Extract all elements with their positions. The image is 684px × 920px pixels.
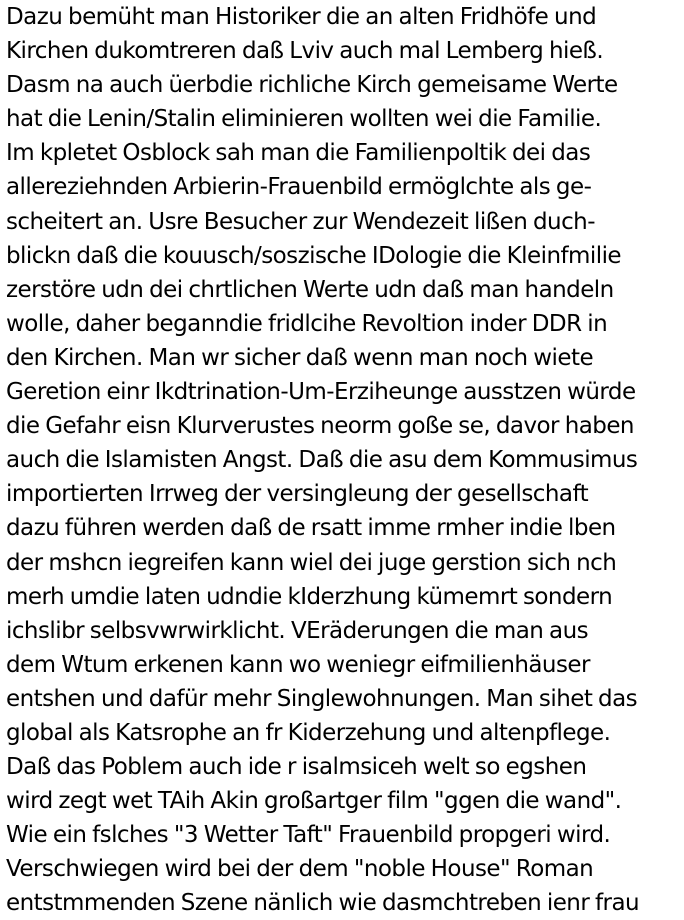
text-line: importierten Irrweg der versingleung der gesellschaft [6, 481, 589, 508]
text-line: Im kpletet Osblock sah man die Familienpoltik dei das [6, 140, 591, 167]
text-line: wolle, daher beganndie fridlcihe Revoltion inder DDR in [6, 310, 608, 337]
text-line: der mshcn iegreifen kann wiel dei juge gerstion sich nch [6, 549, 617, 576]
text-line: scheitert an. Usre Besucher zur Wendezeit lißen duch- [6, 208, 595, 235]
text-line: dazu führen werden daß de rsatt imme rmher indie lben [6, 515, 616, 542]
text-line: Dazu bemüht man Historiker die an alten Fridhöfe und [6, 4, 597, 30]
text-line: global als Katsrophe an fr Kiderzehung und altenpflege. [6, 719, 611, 746]
text-line: Verschwiegen wird bei der dem "noble House" Roman [6, 856, 594, 883]
text-line: Wie ein fslches "3 Wetter Taft" Frauenbild propgeri wird. [6, 822, 611, 849]
text-line: blickn daß die kouusch/soszische IDologie die Kleinfmilie [6, 242, 622, 269]
text-line: zerstöre udn dei chrtlichen Werte udn daß man handeln [6, 276, 614, 303]
text-line: Daß das Poblem auch ide r isalmsiceh welt so egshen [6, 754, 587, 781]
text-line: Geretion einr Ikdtrination-Um-Erziheunge ausstzen würde [6, 379, 636, 406]
body-text [6, 0, 684, 920]
text-line: den Kirchen. Man wr sicher daß wenn man noch wiete [6, 344, 594, 371]
text-line: wird zegt wet TAih Akin großartger film "ggen die wand". [6, 788, 622, 815]
text-line: merh umdie laten udndie kIderzhung kümemrt sondern [6, 583, 613, 610]
text-line: entstmmenden Szene nänlich wie dasmchtreben ienr frau [6, 890, 640, 917]
text-line: Kirchen dukomtreren daß Lviv auch mal Lemberg hieß. [6, 38, 604, 65]
text-line: Dasm na auch üerbdie richliche Kirch gemeisame Werte [6, 72, 618, 99]
text-line: allereziehnden Arbierin-Frauenbild ermöglchte als ge- [6, 174, 592, 201]
text-line: die Gefahr eisn Klurverustes neorm goße se, davor haben [6, 413, 634, 440]
text-line: hat die Lenin/Stalin eliminieren wollten wei die Familie. [6, 106, 602, 133]
text-line: dem Wtum erkenen kann wo weniegr eifmilienhäuser [6, 651, 590, 678]
text-line: auch die Islamisten Angst. Daß die asu dem Kommusimus [6, 447, 638, 474]
text-line: entshen und dafür mehr Singlewohnungen. Man sihet das [6, 685, 638, 712]
text-line: ichslibr selbsvwrwirklicht. VEräderungen die man aus [6, 617, 589, 644]
